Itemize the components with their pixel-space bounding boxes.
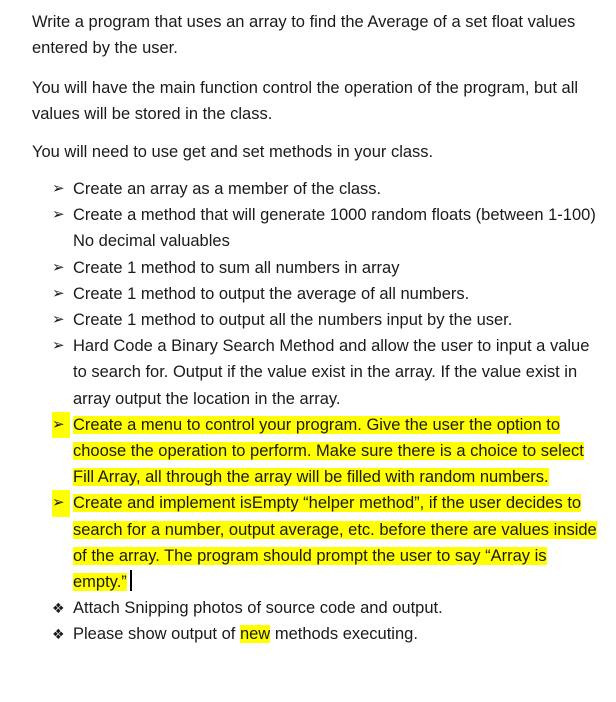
list-item [0,281,616,307]
list-item [0,307,616,333]
list-item [0,176,616,202]
list-item-text: Hard Code a Binary Search Method and allow the user to input a value to search for. Output if the value exist in the array. If the value exist in array output the location in the array. [73,337,590,408]
arrow-bullet-icon: ➢ [52,311,65,329]
list-item [0,333,616,412]
list-item [0,255,616,281]
arrow-bullet-icon: ➢ [52,337,65,355]
list-item-text: Create and implement isEmpty “helper method”, if the user decides to search for a number, output average, etc. before there are values inside of the array. The program should prompt the user to say “Array is empty.” [73,494,597,592]
list-item-text: Create a menu to control your program. Give the user the option to choose the operation to perform. Make sure there is a choice to select Fill Array, all through the array will be filled with random numbers. [73,415,584,487]
list-item [0,621,616,647]
intro-paragraph-1: Write a program that uses an array to find the Average of a set float values entered by the user. [32,13,576,57]
arrow-bullet-icon: ➢ [52,490,70,516]
diamond-bullet-icon: ❖ [52,600,65,617]
arrow-bullet-icon: ➢ [52,284,65,302]
intro-paragraph-2: You will have the main function control the operation of the program, but all values will be stored in the class. [32,79,579,123]
intro-paragraph-3: You will need to use get and set methods in your class. [32,143,434,161]
arrow-bullet-icon: ➢ [52,258,65,276]
arrow-bullet-icon: ➢ [52,180,65,197]
text-cursor [130,570,132,591]
list-item-text: Create 1 method to output all the numbers input by the user. [73,311,513,330]
list-item-text: Create 1 method to output the average of all numbers. [73,284,470,303]
list-item-text: Attach Snipping photos of source code and output. [73,599,443,618]
list-item-text-before: Please show output of [73,625,240,644]
arrow-bullet-icon: ➢ [52,412,70,438]
arrow-bullet-icon: ➢ [52,206,65,224]
list-item-text-after: methods executing. [270,625,418,644]
list-item [0,595,616,621]
list-item-text: Create a method that will generate 1000 random floats (between 1-100) No decimal valuables [73,206,596,251]
list-item [0,202,616,254]
list-item-text: Create 1 method to sum all numbers in array [73,258,400,277]
list-item-highlighted [0,412,616,491]
highlighted-word: new [239,625,271,644]
diamond-bullet-icon: ❖ [52,626,65,643]
list-item-text: Create an array as a member of the class. [73,180,382,198]
requirements-list [0,176,616,648]
list-item-highlighted [0,490,616,595]
